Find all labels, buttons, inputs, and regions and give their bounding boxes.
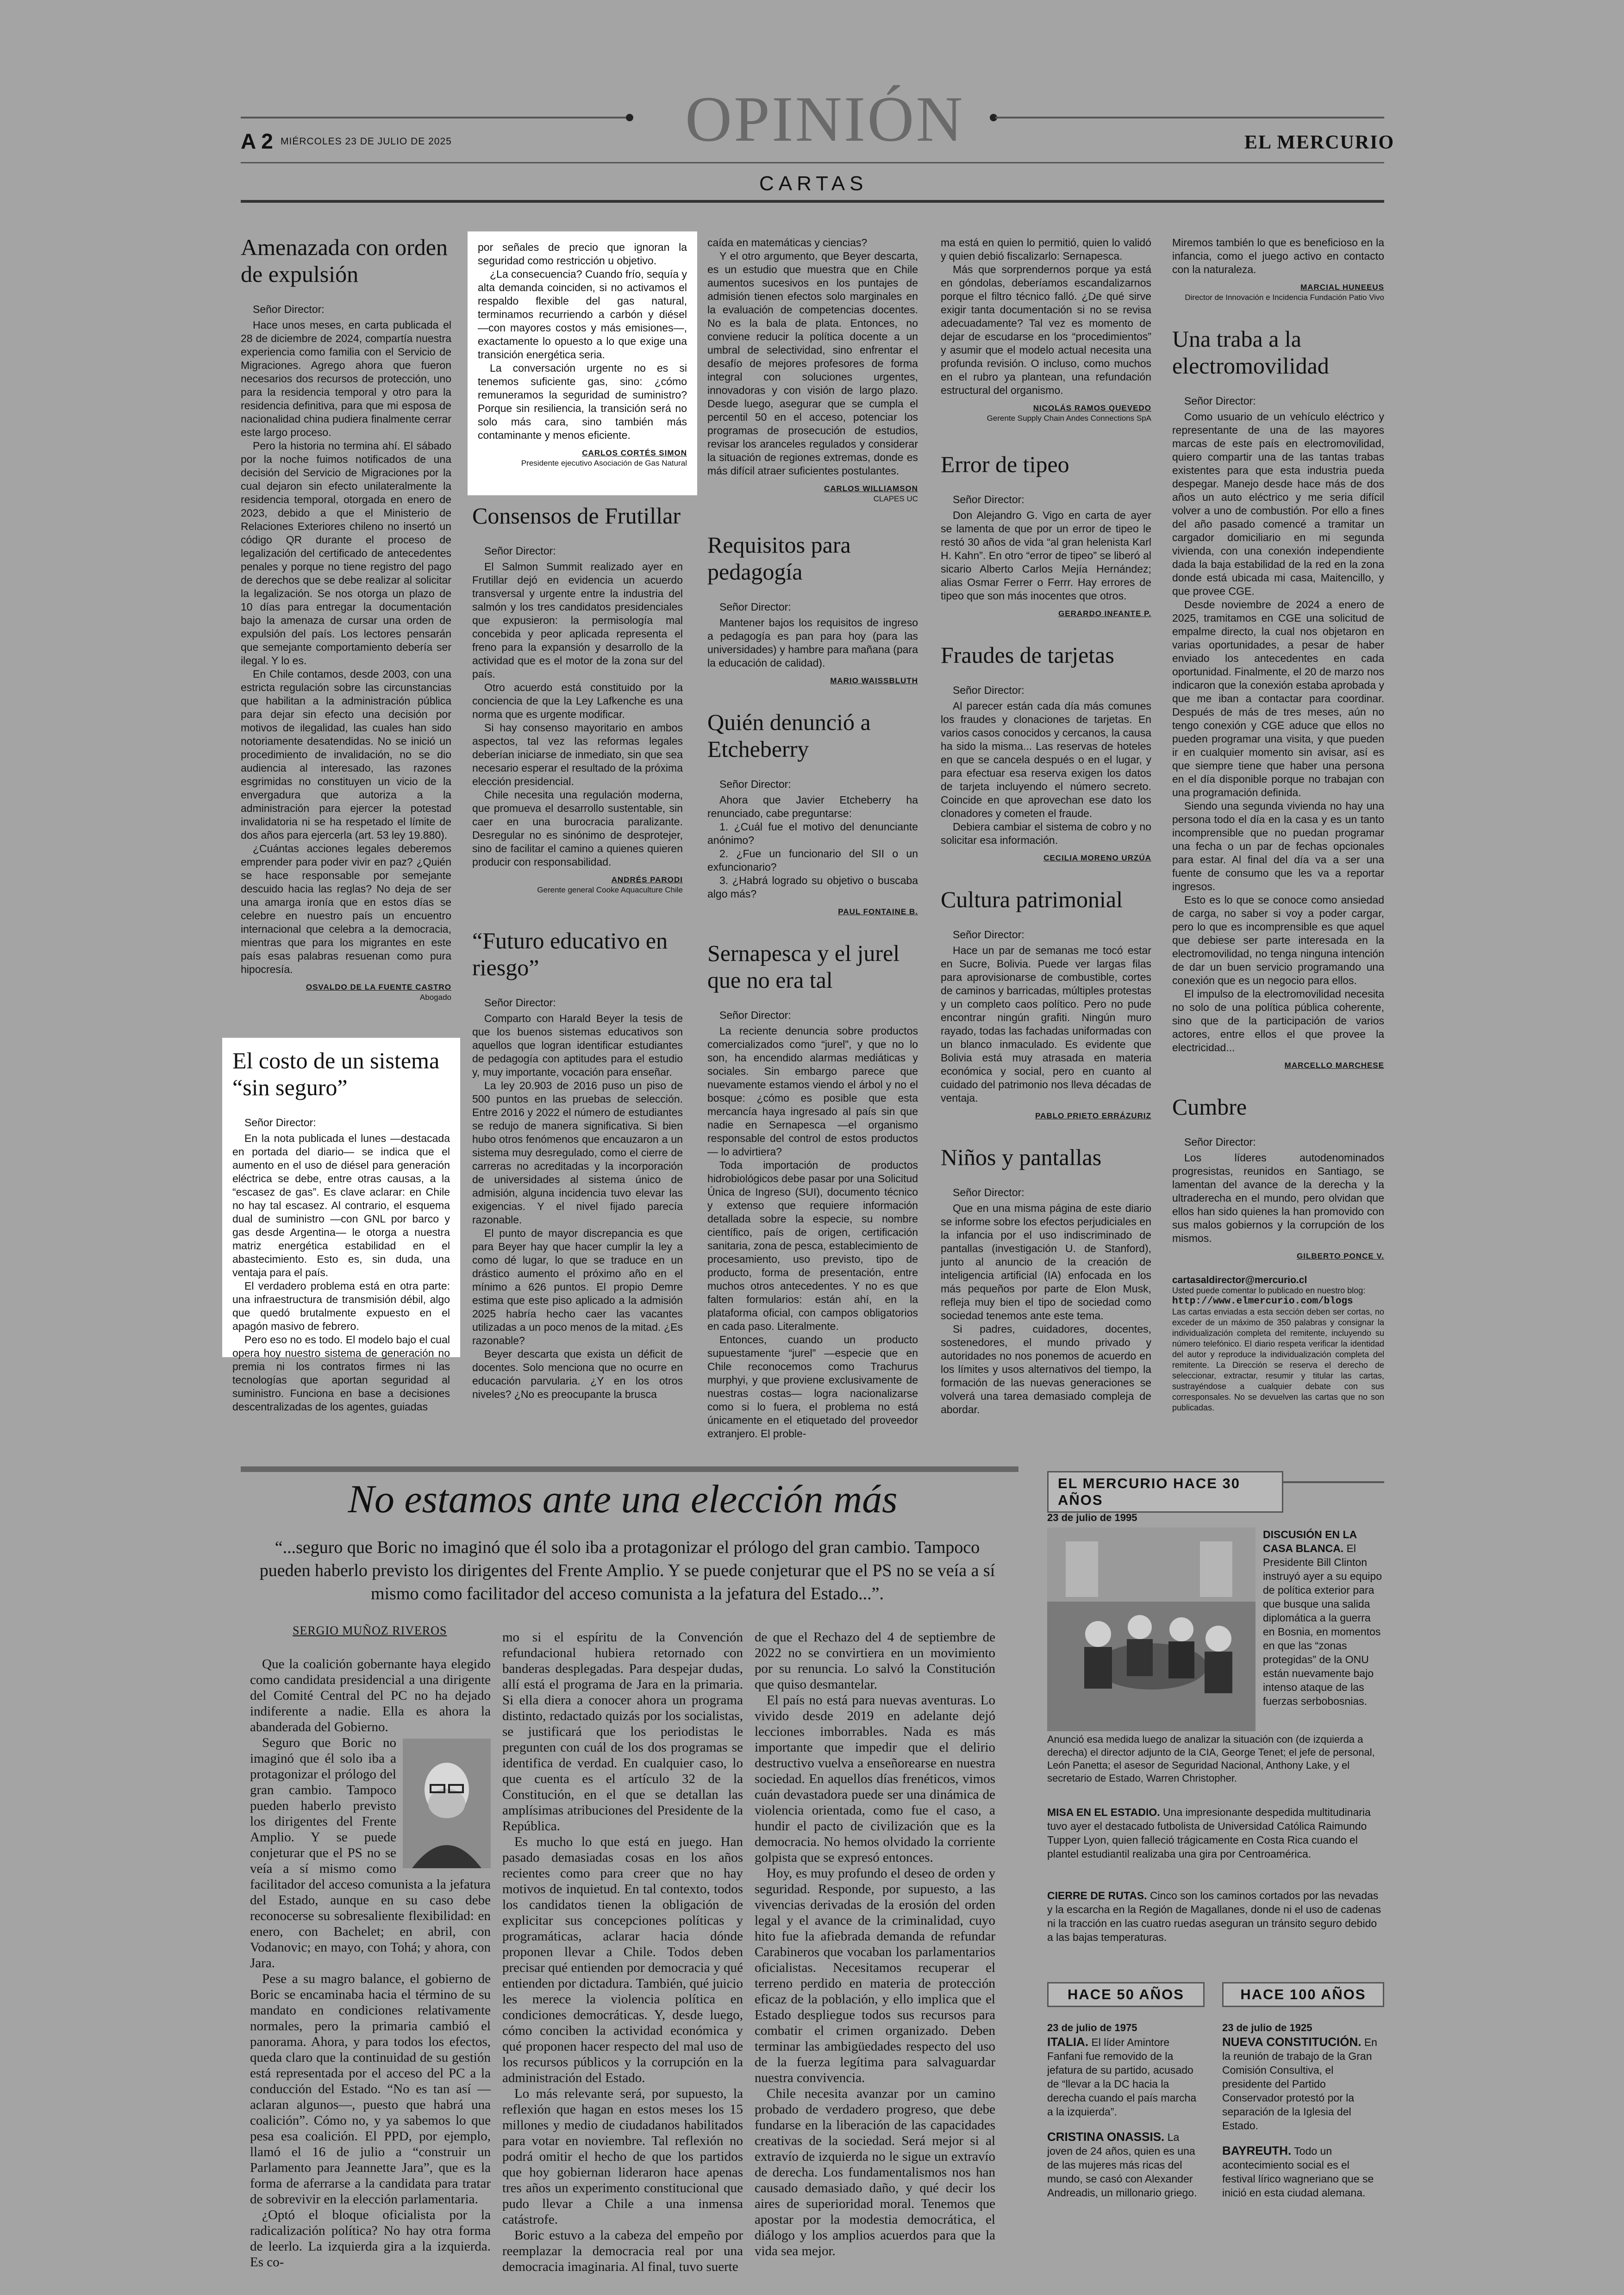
letter-signature: CECILIA MORENO URZÚA	[1043, 854, 1151, 862]
letter-paragraph: En la nota publicada el lunes —destacada en portada del diario— se indica que el aumento en el uso de diésel para generación eléctrica se debe, entre otras causas, a la “escasez de gas”. Es clave aclarar: en Chile no hay tal escasez. Al contrario, el esquema dual de suministro —con GNL por barco y gas desde Argentina— le otorga a nuestra matriz energética estabilidad en el abastecimiento. Esto es, sin duda, una ventaja para el país.	[232, 1132, 450, 1278]
letter-futuro	[472, 927, 683, 1401]
letter-paragraph: Al parecer están cada día más comunes los fraudes y clonaciones de tarjetas. En varios casos conocidos y cercanos, la causa ha sido la misma... Las reservas de hoteles en que se cancela después o en el lugar, y para efectuar esa reserva exigen los datos de tarjeta incluyendo el número secreto. Coincide en que aprovechan ese dato los clonadores y cometen el fraude.	[941, 700, 1151, 819]
hace50-item2-body: La joven de 24 años, quien es una de las mujeres más ricas del mundo, se casó con Alexander Andreadis, un millonario griego.	[1047, 2131, 1197, 2199]
hace30-item2	[1047, 1805, 1384, 1861]
letter-paragraph: El impulso de la electromovilidad necesita no solo de una política pública coherente, sino que de la participación de varios actores, entre ellos el que provee la electricidad...	[1172, 988, 1384, 1054]
section-title: OPINIÓN	[685, 83, 965, 155]
letter-paragraph: Don Alejandro G. Vigo en carta de ayer se lamenta de que por un error de tipeo le restó 30 años de vida “al gran helenista Karl H. Kahn”. En otro “error de tipeo” se liberó al sicario Alberto Carlos Mejía Hernández; alias Osmar Ferrer o Ferrr. Hay errores de tipeo que son más inocentes que otros.	[941, 509, 1151, 602]
letter-signature: NICOLÁS RAMOS QUEVEDO	[1033, 404, 1151, 412]
letter-salutation: Señor Director:	[253, 303, 325, 315]
opinion-paragraph: Chile necesita avanzar por un camino probado de verdadero progreso, que debe fundarse en la liberación de las capacidades creativas de la sociedad. Será mejor si al extravío de izquierda no le sigue un extravío de derecha. Los fundamentalismos nos han causado demasiado daño, y qué decir los aires de superioridad moral. Tenemos que apostar por la modestia democrática, el diálogo y los amplios acuerdos para que la vida sea mejor.	[755, 2086, 995, 2258]
letter-title: Error de tipeo	[941, 451, 1069, 477]
hace100-block	[1222, 2021, 1384, 2200]
letter-signature: MARCELLO MARCHESE	[1284, 1061, 1384, 1070]
hace30-lead-title: DISCUSIÓN EN LA CASA BLANCA.	[1263, 1528, 1357, 1554]
letter-paragraph: Ahora que Javier Etcheberry ha renunciado, cabe preguntarse:	[707, 794, 918, 819]
opinion-paragraph: Que la coalición gobernante haya elegido como candidata presidencial a una dirigente del Comité Central del PC no ha dejado indiferente a nadie. Ella es ahora la abanderada del Gobierno.	[250, 1657, 491, 1734]
letter-quien	[707, 709, 918, 917]
header-dot-left	[626, 114, 633, 121]
letter-sernapesca	[707, 940, 918, 1441]
letter-salutation: Señor Director:	[484, 997, 556, 1009]
letter-paragraph: En Chile contamos, desde 2003, con una estricta regulación sobre las circunstancias que habilitan a la administración pública para dejar sin efecto una decisión por motivos de ilegalidad, las cuales han sido notoriamente desatendidas. No se inició un procedimiento de invalidación, no se dio audiencia al interesado, las razones esgrimidas no constituyen un vicio de la envergadura que autoriza a la administración para ejercer la potestad invalidatoria ni se ha respetado el límite de dos años para ejercerla (art. 53 ley 19.880).	[241, 668, 451, 841]
letter-cultura	[941, 886, 1151, 1121]
opinion-paragraph: de que el Rechazo del 4 de septiembre de 2022 no se convirtiera en un movimiento por su renuncia. Lo salvó la Constitución que quiso desmantelar.	[755, 1630, 995, 1692]
letter-paragraph: La reciente denuncia sobre productos comercializados como “jurel”, y que no lo son, ha encendido alarmas mediáticas y sociales. Sin embargo parece que nuevamente estamos viendo el árbol y no el bosque: ¿cómo es posible que esta mercancía haya ingresado al país sin que nadie en Sernapesca —el organismo responsable del control de estos productos— lo advirtiera?	[707, 1025, 918, 1158]
letter-role: Director de Innovación e Incidencia Fundación Patio Vivo	[1185, 293, 1384, 302]
letter-title: Requisitos para pedagogía	[707, 532, 851, 585]
issue-date: MIÉRCOLES 23 DE JULIO DE 2025	[281, 136, 452, 147]
letter-paragraph: Que en una misma página de este diario se informe sobre los efectos perjudiciales en la infancia por el uso indiscriminado de pantallas (investigación U. de Stanford), junto al anuncio de la creación de inteligencia artificial (IA) enfocada en los más pequeños por parte de Elon Musk, refleja muy bien el tipo de sociedad como sociedad tenemos ante este tema.	[941, 1202, 1151, 1322]
opinion-paragraph: El país no está para nuevas aventuras. Lo vivido desde 2019 en adelante dejó lecciones imborrables. Nada es más importante que impedir que el delirio destructivo vuelva a enseñorearse en nuestra sociedad. En aquellos días frenéticos, vimos cuán devastadora puede ser una dinámica de violencia orientada, como fue el caso, a hundir el pacto de civilización que es la democracia. No hemos olvidado la corriente golpista que se expresó entonces.	[755, 1693, 995, 1865]
hace100-date: 23 de julio de 1925	[1222, 2022, 1312, 2033]
letter-salutation: Señor Director:	[719, 1009, 791, 1021]
letter-signature: PAUL FONTAINE B.	[838, 907, 918, 916]
letter-title: Sernapesca y el jurel que no era tal	[707, 940, 900, 993]
letter-paragraph: Desde noviembre de 2024 a enero de 2025, tramitamos en CGE una solicitud de empalme directo, la cual nos objetaron en varias oportunidades, a pesar de haber enviado los antecedentes en cada oportunidad. Finalmente, el 20 de marzo nos indicaron que la conexión estaba aprobada y que me iban a contactar para coordinar. Después de más de tres meses, aún no tengo conexión y CGE aduce que ellos no pueden programar una visita, y que pueden ir en cualquier momento sin avisar, así es que siempre tiene que haber una persona en el día disponible porque no trabajan con una programación definida.	[1172, 599, 1384, 798]
letter-title: Cumbre	[1172, 1094, 1247, 1120]
letters-policy: Las cartas enviadas a esta sección deben ser cortas, no exceder de un máximo de 350 palabras y consignar la individualización completa del remitente, incluyendo su número telefónico. El diario respeta verificar la identidad del autor y reproduce la individualización completa del remitente. La Dirección se reserva el derecho de seleccionar, extractar, resumir y titular las cartas, sustrayéndose a cualquier debate con sus corresponsales. No se devuelven las cartas que no son publicadas.	[1172, 1307, 1384, 1412]
letters-column-3	[707, 236, 918, 1473]
letter-traba	[1172, 325, 1384, 1070]
hace30-lead-body: El Presidente Bill Clinton instruyó ayer a su equipo de política exterior para que busque una salida diplomática a la guerra en Bosnia, en momentos en que las “zonas protegidas” de la ONU están nuevamente bajo intenso ataque de las fuerzas serbobosnias.	[1263, 1542, 1382, 1707]
opinion-paragraph: Lo más relevante será, por supuesto, la reflexión que hagan en estos meses los 15 millones y medio de ciudadanos habilitados para votar en noviembre. Tal reflexión no podrá omitir el hecho de que los partidos que hoy gobiernan lideraron hace apenas tres años un experimento constitucional que pudo llevar a Chile a una inmensa catástrofe.	[502, 2086, 743, 2227]
opinion-column-3	[755, 1629, 995, 2258]
letter-salutation: Señor Director:	[953, 929, 1024, 941]
hace50-block	[1047, 2021, 1205, 2200]
opinion-paragraph: ¿Optó el bloque oficialista por la radicalización política? No hay otra forma de leerlo. La izquierda gira a la izquierda. Es co-	[250, 2208, 491, 2270]
hace30-photo	[1047, 1528, 1255, 1731]
letter-paragraph: 2. ¿Fue un funcionario del SII o un exfuncionario?	[707, 848, 918, 873]
letter-title: Fraudes de tarjetas	[941, 642, 1114, 668]
hace50-header: HACE 50 AÑOS	[1047, 1982, 1205, 2007]
opinion-column-1	[250, 1656, 491, 2270]
letter-signature: OSVALDO DE LA FUENTE CASTRO	[306, 983, 451, 992]
letter-futuro-continued	[707, 236, 918, 504]
letter-paragraph: caída en matemáticas y ciencias?	[707, 237, 868, 249]
letter-signature: ANDRÉS PARODI	[611, 875, 683, 884]
hace30-caption: Anunció esa medida luego de analizar la situación con (de izquierda a derecha) el director adjunto de la CIA, George Tenet; el jefe de personal, León Panetta; el asesor de Seguridad Nacional, Anthony Lake, y el secretario de Estado, Warren Christopher.	[1047, 1734, 1375, 1784]
letter-paragraph: Comparto con Harald Beyer la tesis de que los buenos sistemas educativos son aquellos que logran identificar estudiantes de pedagogía con aptitudes para el estudio y, muy importante, vocación para enseñar.	[472, 1012, 683, 1078]
letter-title: Cultura patrimonial	[941, 886, 1123, 912]
contact-email[interactable]: cartasaldirector@mercurio.cl	[1172, 1275, 1307, 1285]
letter-paragraph: 3. ¿Habrá logrado su objetivo o buscaba algo más?	[707, 874, 918, 900]
letter-costo	[222, 1038, 460, 1413]
subsection-title: CARTAS	[759, 172, 868, 195]
hace30-item3-body: Cinco son los caminos cortados por las nevadas y la escarcha en la Región de Magallanes, donde ni el uso de cadenas ni la tracción en las cuatro ruedas aseguran un tránsito seguro debido a las bajas temperaturas.	[1047, 1890, 1381, 1943]
letter-consensos	[472, 502, 683, 895]
opinion-column-2	[502, 1629, 743, 2274]
letter-salutation: Señor Director:	[719, 601, 791, 613]
opinion-paragraph: Seguro que Boric no imaginó que él solo iba a protagonizar el prólogo del gran cambio. Tampoco pueden haberlo previsto los dirigentes del Frente Amplio. Y se puede conjeturar que el PS no se veía a sí mismo como facilitador del acceso comunista a la jefatura del Estado, aunque en su caso debe reconocerse su sobresaliente flexibilidad: en enero, con Bachelet; en abril, con Vodanovic; en mayo, con Tohá; y ahora, con Jara.	[250, 1735, 491, 1971]
letter-amenazada	[241, 234, 451, 1002]
letter-role: Abogado	[419, 993, 451, 1002]
opinion-paragraph: Boric estuvo a la cabeza del empeño por reemplazar la democracia real por una democracia imaginaria. Al final, tuvo suerte	[502, 2228, 743, 2274]
hace30-rule	[1283, 1481, 1384, 1483]
letter-cumbre	[1172, 1093, 1384, 1261]
contact-box	[1172, 1275, 1384, 1413]
hace30-header: EL MERCURIO HACE 30 AÑOS	[1047, 1471, 1283, 1513]
letter-signature: GERARDO INFANTE P.	[1058, 609, 1151, 618]
letter-paragraph: Debiera cambiar el sistema de cobro y no solicitar esa información.	[941, 821, 1151, 846]
letter-paragraph: Si hay consenso mayoritario en ambos aspectos, tal vez las reformas legales deberían iniciarse de inmediato, sin que sea necesario esperar el resultado de la próxima elección presidencial.	[472, 722, 683, 787]
letter-role: CLAPES UC	[873, 494, 918, 503]
letter-title: Quién denunció a Etcheberry	[707, 709, 871, 762]
header-rule-left	[241, 117, 630, 118]
opinion-paragraph: Pese a su magro balance, el gobierno de Boric se encaminaba hacia el término de su mandato en condiciones relativamente normales, pero la primaria cambió el panorama. Ahora, y para todos los efectos, queda claro que la continuidad de su gestión está representada por el acceso del PC a la conducción del Estado. “No es tan así —aclaran algunos—, puesto que habrá una coalición”. Cómo no, y ya sabemos lo que pesa esa coalición. El PPD, por ejemplo, llamó el 16 de julio a “construir un Parlamento para Jeannette Jara”, que es la forma de aferrarse a la candidata para tratar de sobrevivir en la elección parlamentaria.	[250, 1971, 491, 2207]
hace50-item1	[1047, 2035, 1205, 2119]
letter-signature: GILBERTO PONCE V.	[1297, 1252, 1384, 1260]
letter-paragraph: ma está en quien lo permitió, quien lo validó y quien debió fiscalizarlo: Sernapesca.	[941, 237, 1151, 262]
letter-salutation: Señor Director:	[953, 1186, 1024, 1198]
letter-title: Consensos de Frutillar	[472, 503, 681, 529]
letter-paragraph: Otro acuerdo está constituido por la conciencia de que la Ley Lafkenche es una norma que es urgente modificar.	[472, 681, 683, 720]
letter-paragraph: Miremos también lo que es beneficioso en la infancia, como el juego activo en contacto con la naturaleza.	[1172, 237, 1384, 275]
letter-title: Amenazada con orden de expulsión	[241, 234, 448, 287]
letter-paragraph: El Salmon Summit realizado ayer en Frutillar dejó en evidencia un acuerdo transversal y urgente entre la industria del salmón y los tres candidatos presidenciales que expusieron: la permisología mal concebida y peor aplicada representa el freno para la expansión y desarrollo de la actividad que es el motor de la zona sur del país.	[472, 561, 683, 680]
letter-paragraph: Como usuario de un vehículo eléctrico y representante de una de las mayores marcas de este país en electromovilidad, quiero compartir una de las tantas trabas existentes para que esta industria pueda despegar. Manejo desde hace más de dos años un auto eléctrico y me seria difícil volver a uno de combustión. Por ello a fines del año pasado comencé a tramitar un cargador domiciliario en mi segunda vivienda, con una conexión independiente dada la baja estabilidad de la red en la zona donde está ubicada mi casa, Maitencillo, y que provee CGE.	[1172, 411, 1384, 597]
letter-paragraph: Pero eso no es todo. El modelo bajo el cual opera hoy nuestro sistema de generación no premia ni los contratos firmes ni las tecnologías que aportan seguridad al suministro. Funciona en base a decisiones descentralizadas de los agentes, guiadas	[232, 1334, 450, 1413]
author-photo	[403, 1739, 491, 1868]
section-separator	[241, 1466, 1018, 1472]
letter-paragraph: Mantener bajos los requisitos de ingreso a pedagogía es pan para hoy (para las universidades) y hambre para mañana (para la educación de calidad).	[707, 617, 918, 669]
letter-costo-continued	[468, 231, 697, 495]
hace100-item2-title: BAYREUTH.	[1222, 2144, 1292, 2158]
letter-paragraph: por señales de precio que ignoran la seguridad como restricción u objetivo.	[478, 241, 687, 267]
letter-salutation: Señor Director:	[1184, 395, 1256, 407]
letter-role: Gerente general Cooke Aquaculture Chile	[537, 886, 683, 894]
letter-sernapesca-continued	[941, 236, 1151, 423]
hace30-item3-title: CIERRE DE RUTAS.	[1047, 1890, 1147, 1902]
letter-title: “Futuro educativo en riesgo”	[472, 928, 668, 980]
letter-salutation: Señor Director:	[244, 1116, 316, 1129]
letter-paragraph: El verdadero problema está en otra parte: una infraestructura de transmisión débil, algo que quedó brutalmente expuesto en el apagón masivo de febrero.	[232, 1280, 450, 1332]
letter-salutation: Señor Director:	[953, 684, 1024, 696]
letter-title: Niños y pantallas	[941, 1144, 1102, 1170]
hace50-item1-title: ITALIA.	[1047, 2035, 1089, 2049]
letter-paragraph: Más que sorprendernos porque ya está en góndolas, deberíamos escandalizarnos porque el filtro técnico falló. ¿De qué sirve exigir tanta documentación si no se revisa adecuadamente? Tal vez es momento de dejar de escudarse en los “procedimientos” y asumir que el modelo actual necesita una profunda revisión. O incluso, como muchos en el rubro ya plantean, una refundación estructural del organismo.	[941, 263, 1151, 396]
letter-ninos	[941, 1144, 1151, 1416]
letters-column-2	[472, 502, 683, 1434]
letter-role: Gerente Supply Chain Andes Connections SpA	[987, 414, 1151, 423]
letter-paragraph: Chile necesita una regulación moderna, que promueva el desarrollo sustentable, sin caer en una burocracia paralizante. Desregular no es sinónimo de desprotejer, sino de facilitar el camino a quienes quieren producir con responsabilidad.	[472, 789, 683, 868]
letters-column-5	[1172, 236, 1384, 1413]
hace100-item2-body: Todo un acontecimiento social es el festival lírico wagneriano que se inició en esta ciudad alemana.	[1222, 2145, 1374, 2199]
letter-signature: MARCIAL HUNEEUS	[1300, 283, 1384, 292]
letter-paragraph: Beyer descarta que exista un déficit de docentes. Solo menciona que no ocurre en educación parvularia. ¿Y en los otros niveles? ¿No es preocupante la brusca	[472, 1348, 683, 1400]
letter-paragraph: Esto es lo que se conoce como ansiedad de carga, no saber si voy a poder cargar, pero lo que es incomprensible es que aquel que debiese ser parte interesada en la electromovilidad, no tenga ninguna intención de dar un buen servicio programando una conexión que es un negocio para ellos.	[1172, 894, 1384, 986]
letter-paragraph: El punto de mayor discrepancia es que para Beyer hay que hacer cumplir la ley a como dé lugar, lo que se traduce en un drástico aumento el próximo año en el mínimo a 626 puntos. El propio Demre estima que este piso aplicado a la admisión 2025 habría hecho caer las vacantes utilizadas a un poco menos de la mitad. ¿Es razonable?	[472, 1227, 683, 1347]
hace50-item2-title: CRISTINA ONASSIS.	[1047, 2130, 1165, 2144]
hace50-item2	[1047, 2130, 1205, 2200]
opinion-paragraph: Es mucho lo que está en juego. Han pasado demasiadas cosas en los años recientes como para creer que no hay motivos de inquietud. En tal contexto, todos los candidatos tienen la obligación de explicitar sus concepciones políticas y programáticas, aclarar hacia dónde proponen llevar a Chile. Todos deben precisar qué entienden por democracia y qué entienden por dictadura. También, qué juicio les merece la violencia política en condiciones democráticas. Y, desde luego, cómo conciben la actividad económica y qué proponen hacer respecto del mal uso de los recursos públicos y la corrupción en la administración del Estado.	[502, 1834, 743, 2085]
hace50-item1-body: El líder Amintore Fanfani fue removido de la jefatura de su partido, acusado de “llevar a la DC hacia la derecha cuando el país marcha a la izquierda”.	[1047, 2036, 1197, 2118]
letter-signature: CARLOS WILLIAMSON	[824, 484, 918, 493]
opinion-paragraph: mo si el espíritu de la Convención refundacional hubiera retornado con banderas desplegadas. Para despejar dudas, allí está el programa de Jara en la primaria. Si ella diera a conocer ahora un programa distinto, redactado quizás por los socialistas, se justificará que los periodistas le pregunten con cuál de los dos programas se identifica de verdad. En cualquier caso, lo que cuenta es el artículo 32 de la Constitución, en el que se detallan las amplísimas atribuciones del Presidente de la República.	[502, 1630, 743, 1834]
hace100-item1-body: En la reunión de trabajo de la Gran Comisión Consultiva, el presidente del Partido Conservador protestó por la separación de la Iglesia del Estado.	[1222, 2036, 1377, 2132]
letter-paragraph: La ley 20.903 de 2016 puso un piso de 500 puntos en las pruebas de selección. Entre 2016 y 2022 el número de estudiantes se redujo de manera significativa. Si bien hubo otros fenómenos que encauzaron a un sistema muy desregulado, como el cierre de carreras no acreditadas y la incorporación de universidades al sistema único de admisión, alguna incidencia tuvo elevar las exigencias. Y el nivel fijado parecía razonable.	[472, 1079, 683, 1226]
letter-paragraph: Los líderes autodenominados progresistas, reunidos en Santiago, se lamentan del avance de la derecha y la ultraderecha en el mundo, pero olvidan que ellos han sido quienes la han promovido con sus malos gobiernos y la corrupción de los mismos.	[1172, 1152, 1384, 1244]
letter-paragraph: Siendo una segunda vivienda no hay una persona todo el día en la casa y es un tanto incomprensible que no puedan programar una fecha o un par de fechas opcionales para estar. Al final del día va a ser una fuente de consumo que les va a reportar ingresos.	[1172, 800, 1384, 892]
letter-role: Presidente ejecutivo Asociación de Gas Natural	[521, 459, 687, 468]
letter-paragraph: La conversación urgente no es si tenemos suficiente gas, sino: ¿cómo remuneramos la seguridad de suministro? Porque sin resiliencia, la transición será no solo más cara, sino también más contaminante y menos eficiente.	[478, 362, 687, 441]
hace30-lead	[1263, 1528, 1384, 1708]
letter-requisitos	[707, 531, 918, 686]
letters-column-4	[941, 236, 1151, 1449]
letter-salutation: Señor Director:	[484, 545, 556, 557]
blog-note: Usted puede comentar lo publicado en nuestro blog:	[1172, 1286, 1366, 1295]
letters-column-1	[241, 234, 451, 1035]
letter-fraudes	[941, 642, 1151, 863]
hace30-item3	[1047, 1889, 1384, 1944]
letter-paragraph: ¿La consecuencia? Cuando frío, sequía y alta demanda coinciden, si no activamos el respaldo flexible del gas natural, terminamos recurriendo a carbón y diésel —con mayores costos y más emisiones—, exactamente lo opuesto a lo que exige una transición energética seria.	[478, 268, 687, 361]
hace50-date: 23 de julio de 1975	[1047, 2022, 1137, 2033]
letter-paragraph: Pero la historia no termina ahí. El sábado por la noche fuimos notificados de una decisión del Servicio de Migraciones por la cual dejaron sin efecto unilateralmente la residencia temporal, otorgada en enero de 2023, debido a que el Ministerio de Relaciones Exteriores chileno no insertó un código QR durante el proceso de legalización del certificado de antecedentes penales y porque no tiene registro del pago de derechos que se debe realizar al solicitar la legalización. Se nos otorga un plazo de 10 días para entregar la documentación bajo la amenaza de cursar una orden de expulsión del país. Los lectores pensarán que semejante comportamiento debería ser ilegal. Y lo es.	[241, 440, 451, 667]
hace100-item2	[1222, 2144, 1384, 2200]
letter-paragraph: Toda importación de productos hidrobiológicos debe pasar por una Solicitud Única de Ingreso (SUI), documento técnico y extenso que requiere información detallada sobre la especie, su nombre científico, país de origen, certificación sanitaria, zona de pesca, establecimiento de procesamiento, uso previsto, tipo de producto, forma de presentación, entre muchos otros antecedentes. Y no es que falten formularios: están ahí, en la plataforma oficial, con campos obligatorios en cada paso. Literalmente.	[707, 1159, 918, 1332]
letter-title: El costo de un sistema “sin seguro”	[232, 1048, 440, 1100]
opinion-paragraph: Hoy, es muy profundo el deseo de orden y seguridad. Responde, por supuesto, a las vivencias derivadas de la erosión del orden legal y el avance de la criminalidad, cuyo hito fue la afiebrada demanda de refundar Carabineros que vocaban los parlamentarios oficialistas. Necesitamos recuperar el terreno perdido en materia de protección eficaz de la población, y ello implica que el Estado despliegue todos sus recursos para combatir el crimen organizado. Deben terminar las ambigüedades respecto del uso de la fuerza legítima para salvaguardar nuestra convivencia.	[755, 1866, 995, 2085]
header-rule-full	[241, 162, 1384, 163]
letter-paragraph: ¿Cuántas acciones legales deberemos emprender para poder vivir en paz? ¿Quién se hace responsable por semejante descuido hacia las reglas? No deja de ser una amarga ironía que en estos días se celebre en nuestro país un encuentro internacional que celebra a la democracia, mientras que para los migrantes en este país esas palabras resuenan como pura hipocresía.	[241, 842, 451, 975]
letter-salutation: Señor Director:	[953, 493, 1024, 505]
blog-link[interactable]: http://www.elmercurio.com/blogs	[1172, 1296, 1353, 1307]
letter-error	[941, 451, 1151, 618]
letter-title: Una traba a la electromovilidad	[1172, 326, 1329, 379]
page-number: A 2	[241, 129, 273, 153]
letter-salutation: Señor Director:	[719, 778, 791, 790]
opinion-title: No estamos ante una elección más	[348, 1477, 898, 1521]
opinion-author: SERGIO MUÑOZ RIVEROS	[293, 1624, 447, 1637]
hace100-item1	[1222, 2035, 1384, 2133]
opinion-quote: “...seguro que Boric no imaginó que él solo iba a protagonizar el prólogo del gran cambio. Tampoco pueden haberlo previsto los dirigentes del Frente Amplio. Y se puede conjeturar que el PS no se veía a sí mismo como facilitador del acceso comunista a la jefatura del Estado...”.	[259, 1538, 995, 1603]
hace30-item2-title: MISA EN EL ESTADIO.	[1047, 1806, 1160, 1818]
letter-signature: PABLO PRIETO ERRÁZURIZ	[1035, 1111, 1151, 1120]
letter-paragraph: Y el otro argumento, que Beyer descarta, es un estudio que muestra que en Chile aumentos sucesivos en los puntajes de admisión tienen efectos solo marginales en la evaluación de competencias docentes. No es la bala de plata. Entonces, no conviene reducir la política docente a un umbral de selectividad, sino enfrentar el desafío de mejores profesores de forma integral con soluciones urgentes, innovadoras y con visión de largo plazo. Desde luego, asegurar que se cumpla el percentil 50 en el acceso, potenciar los programas de prosecución de estudios, revisar los aranceles regulados y considerar la situación de regiones extremas, donde es más difícil atraer suficientes postulantes.	[707, 250, 918, 477]
hace30-date: 23 de julio de 1995	[1047, 1512, 1137, 1523]
white-house-meeting-photo-icon	[1047, 1528, 1255, 1731]
hace100-item1-title: NUEVA CONSTITUCIÓN.	[1222, 2035, 1362, 2049]
letter-paragraph: Hace un par de semanas me tocó estar en Sucre, Bolivia. Puede ver largas filas para aprovisionarse de combustible, cortes de caminos y barricadas, múltiples protestas y un completo caos político. Pero no pude encontrar ningún grafiti. Ningún muro rayado, todas las fachadas uniformadas con un blanco inmaculado. Es evidente que Bolivia está muy atrasada en materia económica y social, pero en cuanto al cuidado del patrimonio nos lleva décadas de ventaja.	[941, 944, 1151, 1104]
letter-signature: MARIO WAISSBLUTH	[830, 676, 918, 685]
letter-paragraph: Si padres, cuidadores, docentes, sostenedores, el mundo privado y autoridades no nos ponemos de acuerdo en los límites y usos alternativos del tiempo, la formación de las nuevas generaciones se volverá una tarea demasiado compleja de abordar.	[941, 1323, 1151, 1416]
letter-salutation: Señor Director:	[1184, 1136, 1256, 1148]
header-rule-right	[995, 117, 1384, 118]
letter-signature: CARLOS CORTÉS SIMON	[582, 449, 687, 457]
letter-paragraph: 1. ¿Cuál fue el motivo del denunciante anónimo?	[707, 821, 918, 846]
letter-ninos-continued	[1172, 236, 1384, 302]
hace100-header: HACE 100 AÑOS	[1222, 1982, 1384, 2007]
header-rule-bottom	[241, 200, 1384, 203]
author-portrait-icon	[403, 1739, 491, 1868]
letter-paragraph: Hace unos meses, en carta publicada el 28 de diciembre de 2024, compartía nuestra experiencia como familia con el Servicio de Migraciones. Agrego ahora que fueron necesarios dos recursos de protección, uno para la residencia temporal y otro para la residencia definitiva, para que mi esposa de nacionalidad china pudiera finalmente cerrar este largo proceso.	[241, 319, 451, 438]
hace30-item2-body: Una impresionante despedida multitudinaria tuvo ayer el destacado futbolista de Universidad Católica Raimundo Tupper Lyon, quien falleció trágicamente en Costa Rica cuando el plantel estudiantil realizaba una gira por Centroamérica.	[1047, 1806, 1371, 1860]
letter-paragraph: Entonces, cuando un producto supuestamente “jurel” —especie que en Chile reconocemos como Trachurus murphyi, y que proviene exclusivamente de nuestras costas— logra nacionalizarse como si lo fuera, el problema no está únicamente en el etiquetado del proveedor extranjero. El proble-	[707, 1334, 918, 1440]
newspaper-name: EL MERCURIO	[1244, 132, 1395, 153]
